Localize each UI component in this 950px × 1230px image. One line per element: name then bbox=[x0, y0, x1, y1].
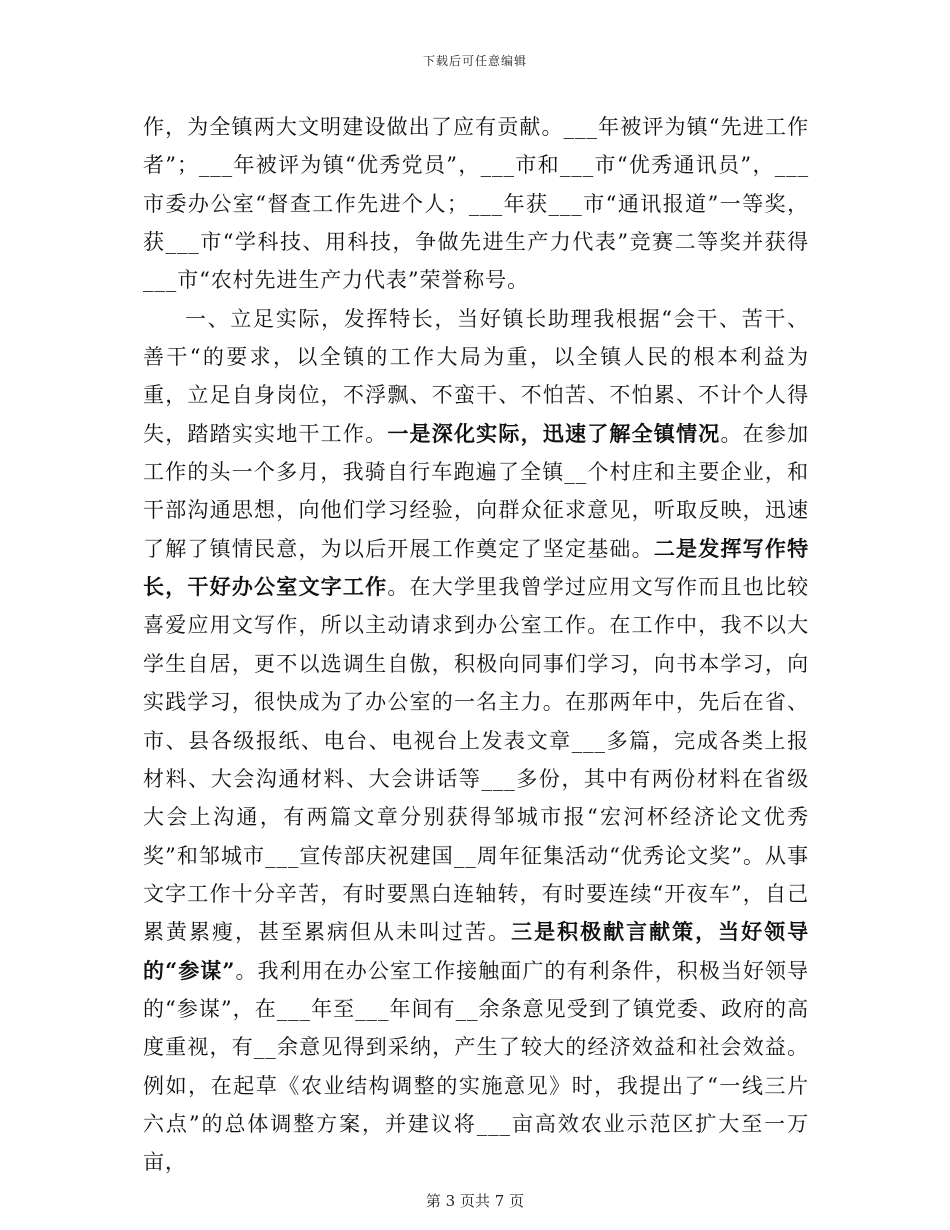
page-header: 下载后可任意编辑 bbox=[422, 54, 527, 68]
page-footer: 第 3 页共 7 页 bbox=[425, 1192, 525, 1210]
document-body bbox=[143, 108, 809, 1182]
paragraph-text-1: 一、立足实际，发挥特长，当好镇长助理我根据“会干、苦干、善干“的要求，以全镇的工作大局为重，以全镇人民的根本利益为重，立足自身岗位，不浮飘、不蛮干、不怕苦、不怕累、不计个人得失，踏踏实实地干工作。 bbox=[143, 306, 809, 446]
bold-heading-2: 二是发挥写作特长，干好办公室文字工作 bbox=[143, 535, 809, 600]
paragraph-text-4: 。我利用在办公室工作接触面广的有利条件，积极当好领导的“参谋”，在___年至___年间有__余条意见受到了镇党委、政府的高度重视，有__余意见得到采纳，产生了较大的经济效益和社会效益。例如，在起草《农业结构调整的实施意见》时，我提出了“一线三片六点”的总体调整方案，并建议将___亩高效农业示范区扩大至一万亩， bbox=[143, 958, 809, 1175]
paragraph-text-2: 。在参加工作的头一个多月，我骑自行车跑遍了全镇__个村庄和主要企业，和干部沟通思想，向他们学习经验，向群众征求意见，听取反映，迅速了解了镇情民意，为以后开展工作奠定了坚定基础。 bbox=[143, 421, 809, 561]
bold-heading-1: 一是深化实际，迅速了解全镇情况 bbox=[387, 420, 721, 446]
bold-heading-3: 三是积极献言献策，当好领导的“参谋” bbox=[143, 919, 810, 983]
paragraph-text-3: 。在大学里我曾学过应用文写作而且也比较喜爱应用文写作，所以主动请求到办公室工作。在工作中，我不以大学生自居，更不以选调生自傲，积极向同事们学习，向书本学习，向实践学习，很快成为了办公室的一名主力。在那两年中，先后在省、市、县各级报纸、电台、电视台上发表文章___多篇，完成各类上报材料、大会沟通材料、大会讲话等___多份，其中有两份材料在省级大会上沟通，有两篇文章分别获得邹城市报“宏河杯经济论文优秀奖”和邹城市___宣传部庆祝建国__周年征集活动“优秀论文奖”。从事文字工作十分辛苦，有时要黑白连轴转，有时要连续“开夜车”，自己累黄累瘦，甚至累病但从未叫过苦。 bbox=[143, 575, 809, 945]
paragraph-awards: 作，为全镇两大文明建设做出了应有贡献。___年被评为镇“先进工作者”；___年被评为镇“优秀党员”，___市和___市“优秀通讯员”，___市委办公室“督查工作先进个人；___年获___市“通讯报道”一等奖，获___市“学科技、用科技，争做先进生产力代表”竞赛二等奖并获得___市“农村先进生产力代表”荣誉称号。 bbox=[143, 115, 809, 293]
paragraph-section-one bbox=[143, 300, 809, 1182]
